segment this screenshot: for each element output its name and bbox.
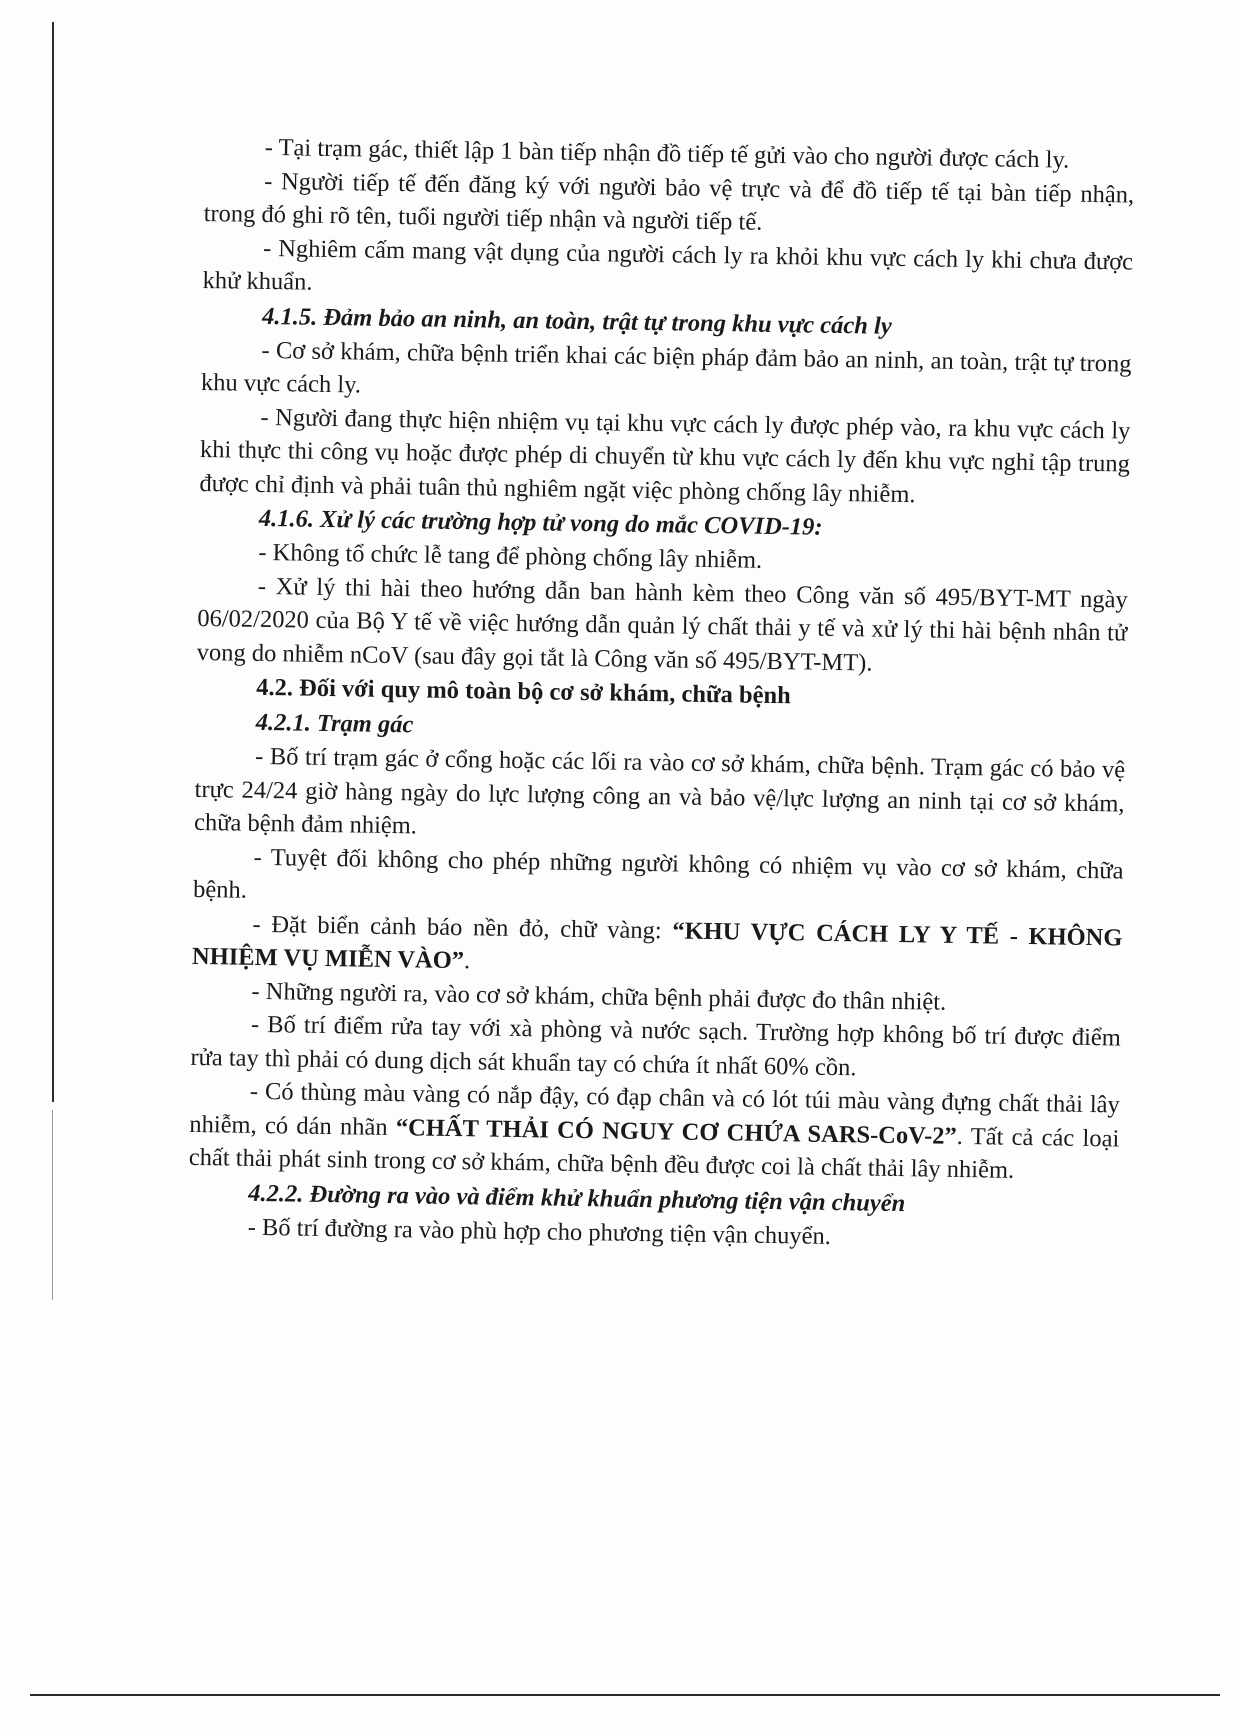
paragraph — [189, 1074, 1120, 1189]
waste-label-text: “CHẤT THẢI CÓ NGUY CƠ CHỨA SARS-CoV-2” — [395, 1113, 958, 1150]
bottom-margin-line — [30, 1694, 1220, 1696]
paragraph: - Tuyệt đối không cho phép những người không có nhiệm vụ vào cơ sở khám, chữa bệnh. — [192, 843, 1124, 904]
section-heading: 4.1.6. Xử lý các trường hợp tử vong do mắc COVID-19: — [258, 504, 823, 541]
paragraph: - Những người ra, vào cơ sở khám, chữa bệnh phải được đo thân nhiệt. — [251, 977, 947, 1016]
section-heading: 4.1.5. Đảm bảo an ninh, an toàn, trật tự trong khu vực cách ly — [261, 302, 892, 340]
paragraph: - Người tiếp tế đến đăng ký với người bảo vệ trực và để đồ tiếp tế tại bàn tiếp nhận, trong đó ghi rõ tên, tuổi người tiếp nhận và người tiếp tế. — [203, 167, 1135, 236]
paragraph-text: - Đặt biển cảnh báo nền đỏ, chữ vàng: — [252, 910, 673, 944]
left-margin-line — [52, 22, 54, 1102]
paragraph-text: - Có thùng màu vàng có nắp đậy, có đạp chân và có lót túi màu vàng đựng chất thải lây nhiễm, có dán nhãn — [189, 1077, 1121, 1141]
paragraph: - Nghiêm cấm mang vật dụng của người cách ly ra khỏi khu vực cách ly khi chưa được khử khuẩn. — [202, 234, 1134, 296]
section-heading: 4.2. Đối với quy mô toàn bộ cơ sở khám, chữa bệnh — [256, 673, 792, 710]
paragraph: - Bố trí đường ra vào phù hợp cho phương tiện vận chuyển. — [247, 1213, 832, 1250]
paragraph: - Không tổ chức lễ tang để phòng chống lây nhiễm. — [258, 538, 763, 574]
document-body — [188, 130, 1135, 1257]
paragraph-text: . Tất cả các loại chất thải phát sinh trong cơ sở khám, chữa bệnh đều được coi là chất thải lây nhiễm. — [188, 1122, 1120, 1184]
paragraph: - Xử lý thi hài theo hướng dẫn ban hành kèm theo Công văn số 495/BYT-MT ngày 06/02/2020 của Bộ Y tế về việc hướng dẫn quản lý chất thải y tế và xử lý thi hài bệnh nhân tử vong do nhiễm nCoV (sau đây gọi tắt là Công văn số 495/BYT-MT). — [196, 572, 1128, 677]
left-margin-line-faint — [52, 1110, 53, 1300]
paragraph-text: . — [463, 947, 471, 975]
paragraph: - Người đang thực hiện nhiệm vụ tại khu vực cách ly được phép vào, ra khu vực cách ly khi thực thi công vụ hoặc được phép di chuyển từ khu vực cách ly đến khu vực nghỉ tập trung được chỉ định và phải tuân thủ nghiêm ngặt việc phòng chống lây nhiễm. — [199, 403, 1131, 508]
section-heading: 4.2.2. Đường ra vào và điểm khử khuẩn phương tiện vận chuyển — [248, 1179, 906, 1217]
warning-sign-text: “KHU VỰC CÁCH LY Y TẾ - KHÔNG NHIỆM VỤ MIỄN VÀO” — [191, 916, 1123, 975]
section-heading: 4.2.1. Trạm gác — [255, 708, 414, 739]
paragraph: - Tại trạm gác, thiết lập 1 bàn tiếp nhận đồ tiếp tế gửi vào cho người được cách ly. — [264, 133, 1070, 174]
paragraph: - Cơ sở khám, chữa bệnh triển khai các biện pháp đảm bảo an ninh, an toàn, trật tự trong khu vực cách ly. — [200, 336, 1132, 399]
paragraph: - Bố trí điểm rửa tay với xà phòng và nước sạch. Trường hợp không bố trí được điểm rửa tay thì phải có dung dịch sát khuẩn tay có chứa ít nhất 60% cồn. — [190, 1010, 1122, 1081]
paragraph: - Bố trí trạm gác ở cổng hoặc các lối ra vào cơ sở khám, chữa bệnh. Trạm gác có bảo vệ trực 24/24 giờ hàng ngày do lực lượng công an và bảo vệ/lực lượng an ninh tại cơ sở khám, chữa bệnh đảm nhiệm. — [193, 742, 1126, 840]
